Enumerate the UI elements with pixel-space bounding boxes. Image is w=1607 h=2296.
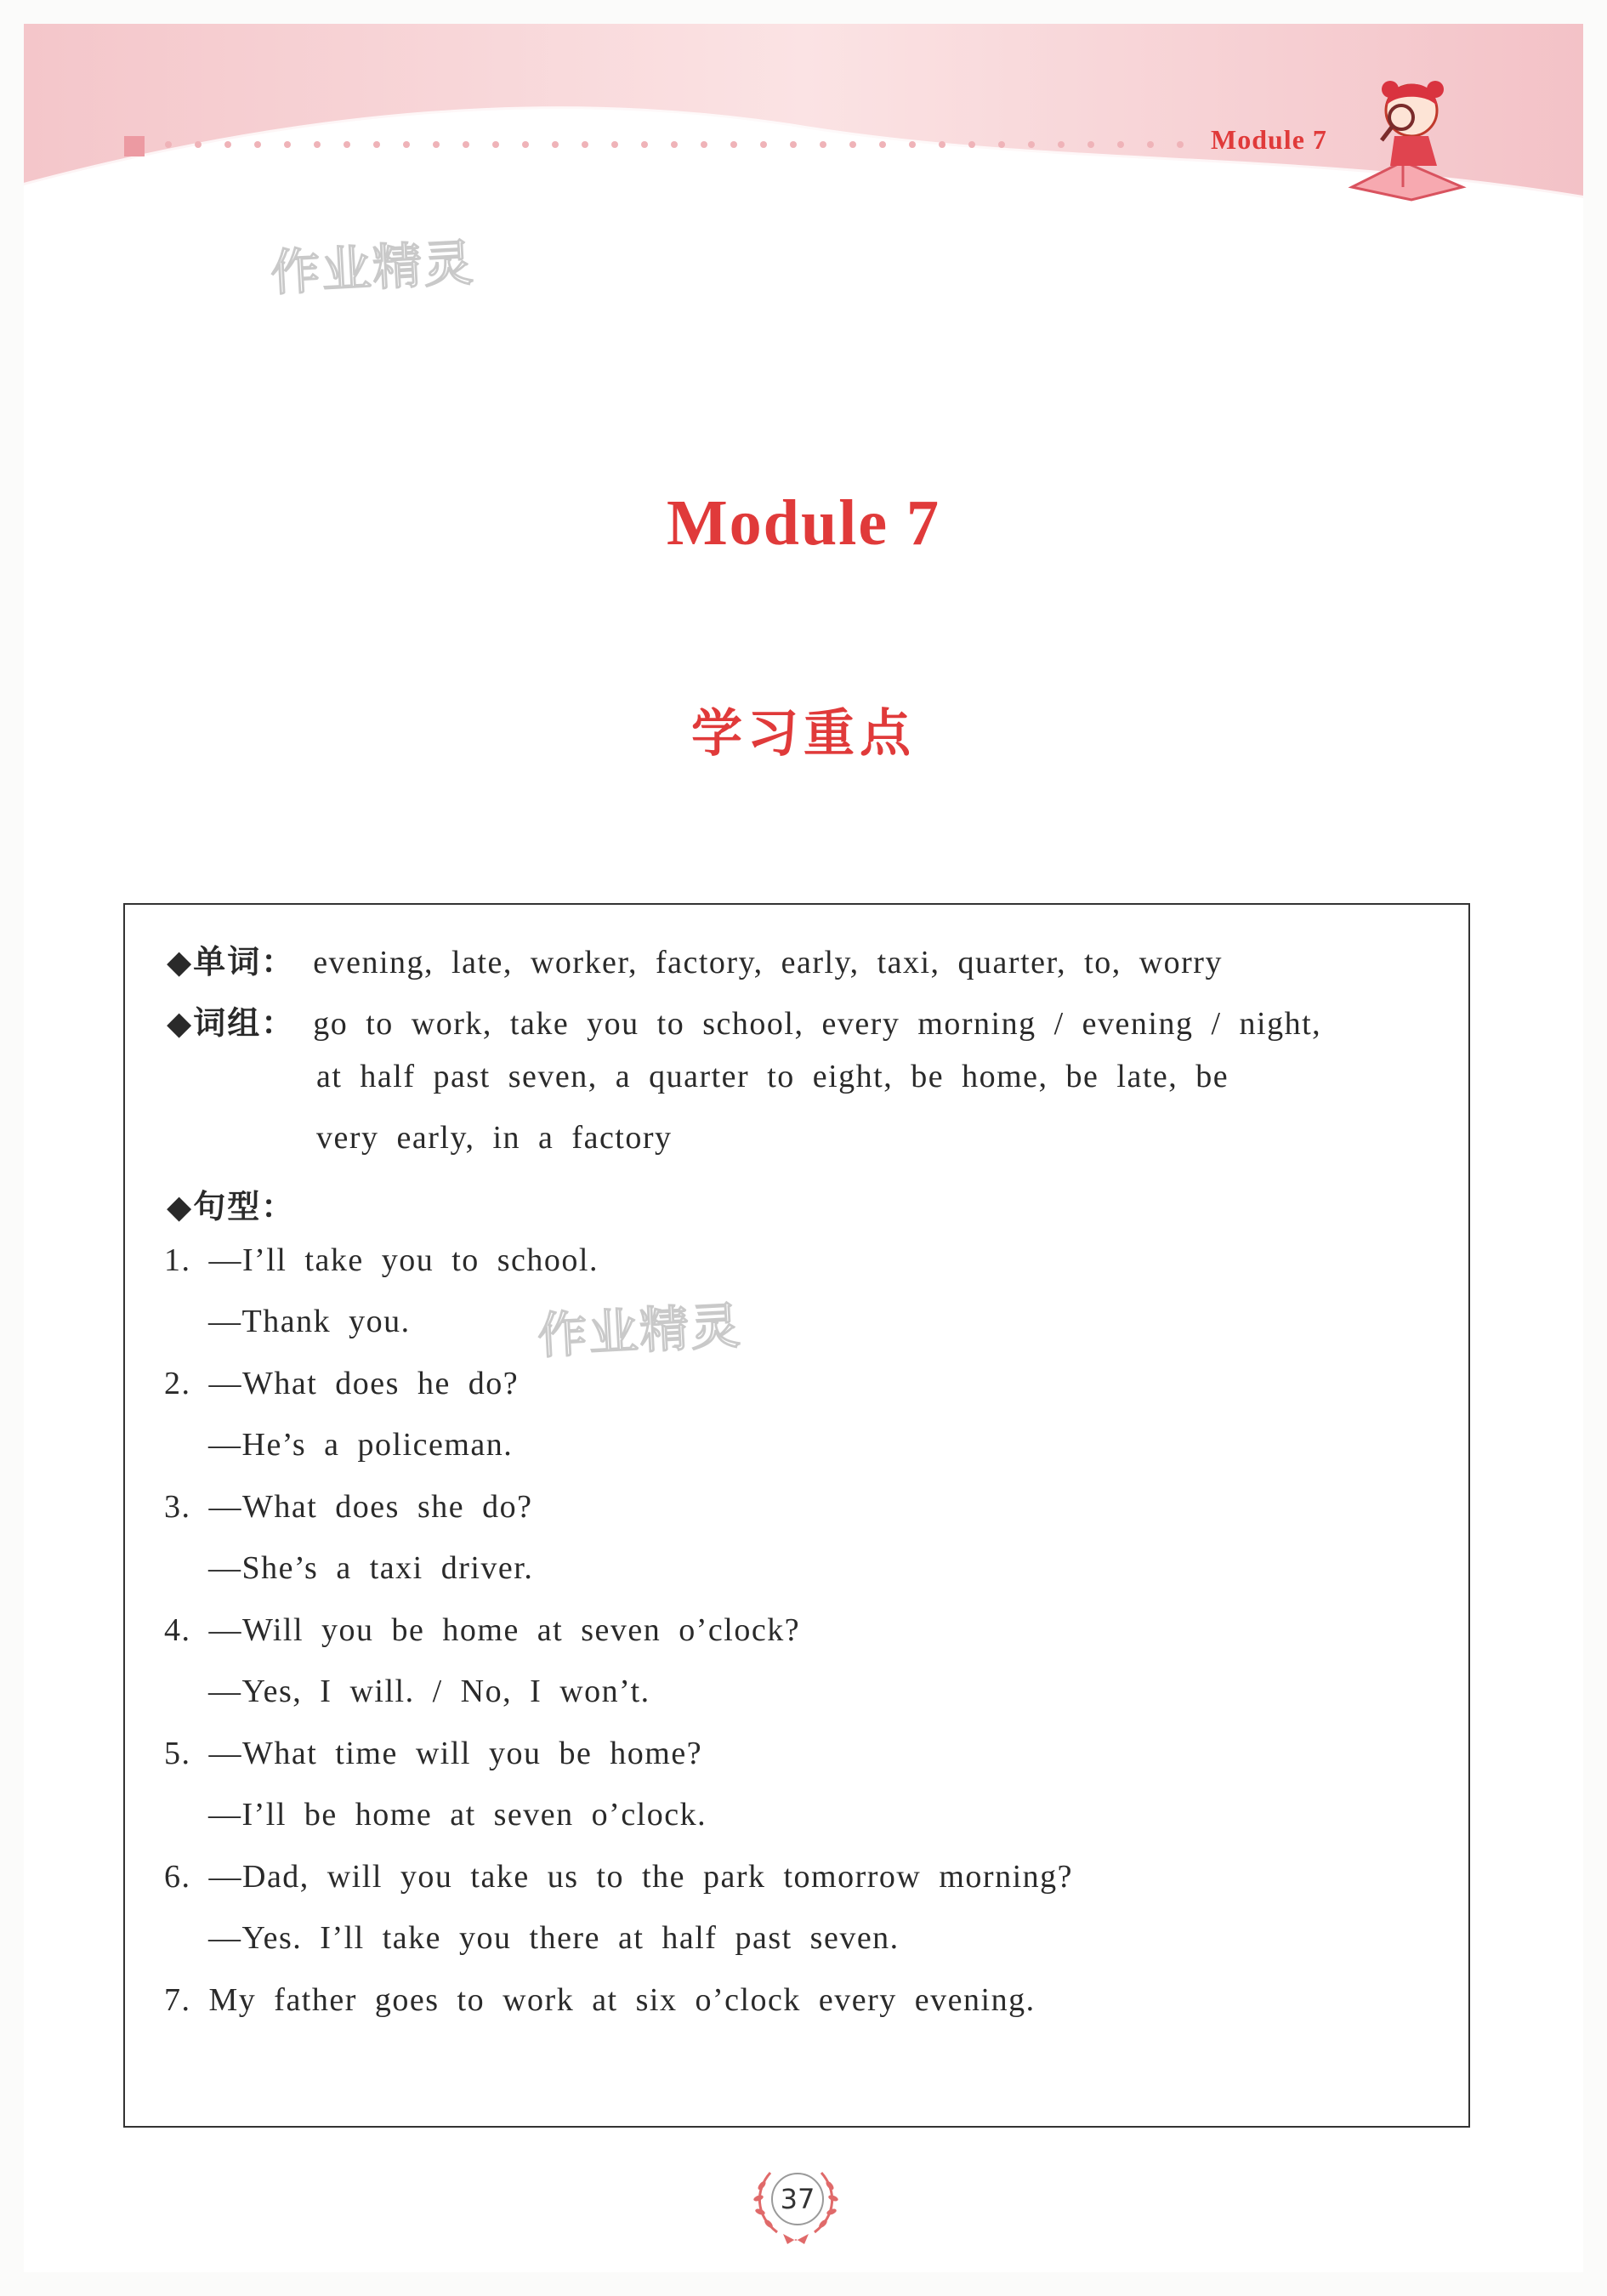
sentence-line: —Thank you.	[208, 1304, 411, 1339]
phrases-text-2: at half past seven, a quarter to eight, be home, be late, be	[316, 1059, 1229, 1094]
section-title: 学习重点	[691, 704, 916, 764]
phrases-line	[167, 997, 1321, 1043]
sentence-line: 4. —Will you be home at seven o’clock?	[164, 1612, 801, 1648]
sentence-line: 5. —What time will you be home?	[164, 1736, 703, 1771]
phrases-text-3: very early, in a factory	[316, 1120, 673, 1156]
watermark: 作业精灵	[536, 1296, 743, 1366]
sentence-line: 7. My father goes to work at six o’clock every evening.	[164, 1982, 1036, 2018]
words-label: ◆单词：	[167, 943, 296, 980]
phrases-text-1: go to work, take you to school, every morning / evening / night,	[313, 1006, 1322, 1042]
sentences-label: ◆句型：	[167, 1188, 296, 1225]
sentence-line: —Yes. I’ll take you there at half past seven.	[208, 1920, 900, 1956]
page-number: 37	[771, 2173, 824, 2225]
sentence-line: 6. —Dad, will you take us to the park tomorrow morning?	[164, 1859, 1074, 1895]
girl-reading-icon	[1343, 60, 1471, 204]
phrases-label: ◆词组：	[167, 1004, 296, 1042]
sentence-line: —He’s a policeman.	[208, 1427, 514, 1463]
words-line	[167, 935, 1223, 982]
running-head: Module 7	[1211, 124, 1327, 155]
sentence-line: 1. —I’ll take you to school.	[164, 1242, 599, 1278]
sentence-line: 3. —What does she do?	[164, 1489, 533, 1525]
sentence-line: —I’ll be home at seven o’clock.	[208, 1797, 707, 1833]
sentence-line: —She’s a taxi driver.	[208, 1550, 534, 1586]
sentence-line: 2. —What does he do?	[164, 1366, 520, 1401]
sentence-line: —Yes, I will. / No, I won’t.	[208, 1674, 650, 1709]
page-title: Module 7	[666, 487, 941, 559]
sentences-label-line	[167, 1180, 295, 1227]
words-text: evening, late, worker, factory, early, taxi, quarter, to, worry	[313, 945, 1223, 980]
page-number-badge	[745, 2156, 847, 2249]
watermark: 作业精灵	[269, 233, 476, 303]
